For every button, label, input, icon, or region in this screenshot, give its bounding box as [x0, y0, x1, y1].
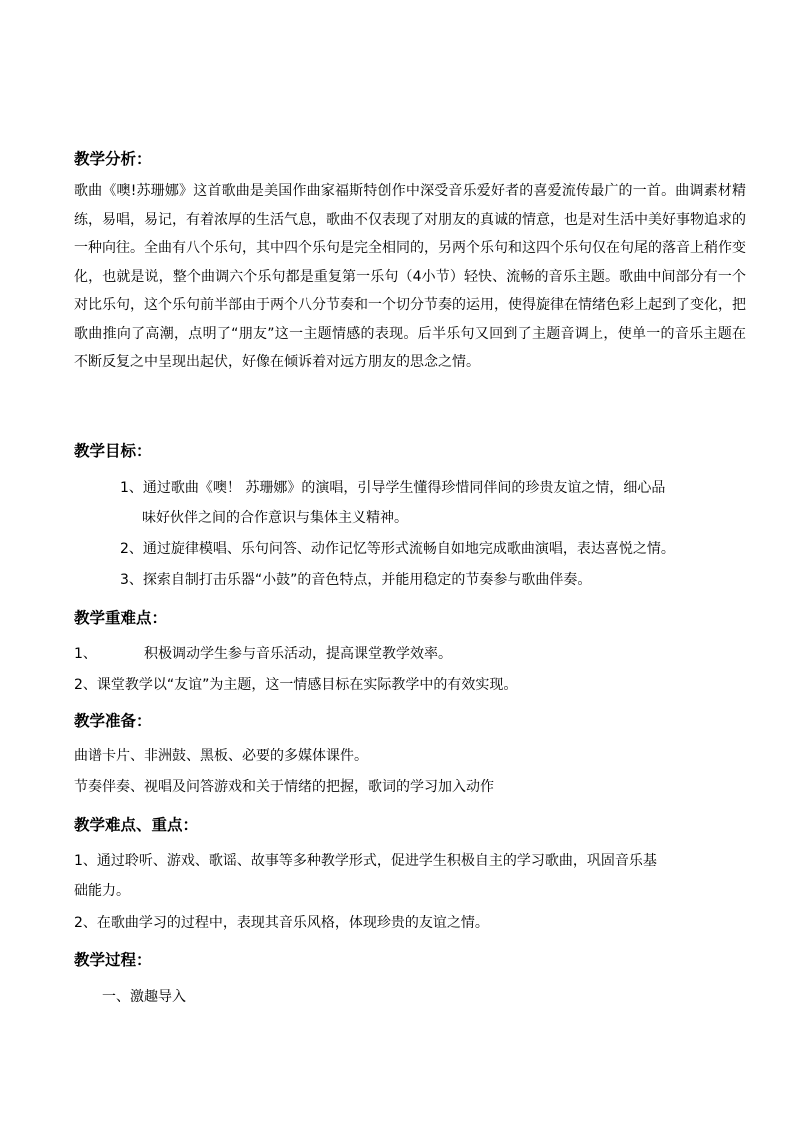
key-point-1-text: 积极调动学生参与音乐活动，提高课堂教学效率。 — [144, 646, 452, 662]
goal-item-1-line-1: 1、通过歌曲《噢！ 苏珊娜》的演唱，引导学生懂得珍惜同伴间的珍贵友谊之情，细心品 — [120, 480, 666, 496]
key-point-1-number: 1、 — [74, 646, 97, 662]
process-step-1: 一、激趣导入 — [102, 989, 186, 1005]
heading-process: 教学过程： — [74, 951, 152, 969]
heading-preparation: 教学准备： — [74, 712, 152, 730]
preparation-line-2: 节奏伴奏、视唱及问答游戏和关于情绪的把握，歌词的学习加入动作 — [74, 779, 494, 795]
key-point-2: 2、课堂教学以“友谊”为主题，这一情感目标在实际教学中的有效实现。 — [74, 677, 518, 693]
analysis-paragraph: 歌曲《噢!苏珊娜》这首歌曲是美国作曲家福斯特创作中深受音乐爱好者的喜爱流传最广的一首。曲调素材精练，易唱，易记，有着浓厚的生活气息，歌曲不仅表现了对朋友的真诚的情意，也是对生活中美好事物追求的一种向往。全曲有八个乐句，其中四个乐句是完全相同的，另两个乐句和这四个乐句仅在句尾的落音上稍作变化，也就是说，整个曲调六个乐句都是重复第一乐句（4小节）轻快、流畅的音乐主题。歌曲中间部分有一个对比乐句，这个乐句前半部由于两个八分节奏和一个切分节奏的运用，使得旋律在情绪色彩上起到了变化，把歌曲推向了高潮，点明了“朋友”这一主题情感的表现。后半乐句又回到了主题音调上，使单一的音乐主题在不断反复之中呈现出起伏，好像在倾诉着对远方朋友的思念之情。 — [74, 183, 746, 370]
heading-analysis: 教学分析： — [74, 150, 152, 168]
goal-item-1-line-2: 味好伙伴之间的合作意识与集体主义精神。 — [142, 510, 408, 526]
heading-key-points: 教学重难点： — [74, 609, 168, 627]
preparation-line-1: 曲谱卡片、非洲鼓、黑板、必要的多媒体课件。 — [74, 748, 368, 764]
goal-item-3: 3、探索自制打击乐器“小鼓”的音色特点，并能用稳定的节奏参与歌曲伴奏。 — [120, 572, 592, 588]
difficulty-item-2: 2、在歌曲学习的过程中，表现其音乐风格，体现珍贵的友谊之情。 — [74, 915, 489, 931]
difficulty-item-1-line-1: 1、通过聆听、游戏、歌谣、故事等多种教学形式，促进学生积极自主的学习歌曲，巩固音乐基 — [74, 853, 657, 869]
goal-item-2: 2、通过旋律模唱、乐句问答、动作记忆等形式流畅自如地完成歌曲演唱，表达喜悦之情。 — [120, 541, 675, 557]
difficulty-item-1-line-2: 础能力。 — [74, 883, 130, 899]
heading-difficulties: 教学难点、重点： — [74, 816, 199, 834]
heading-goals: 教学目标： — [74, 442, 152, 460]
